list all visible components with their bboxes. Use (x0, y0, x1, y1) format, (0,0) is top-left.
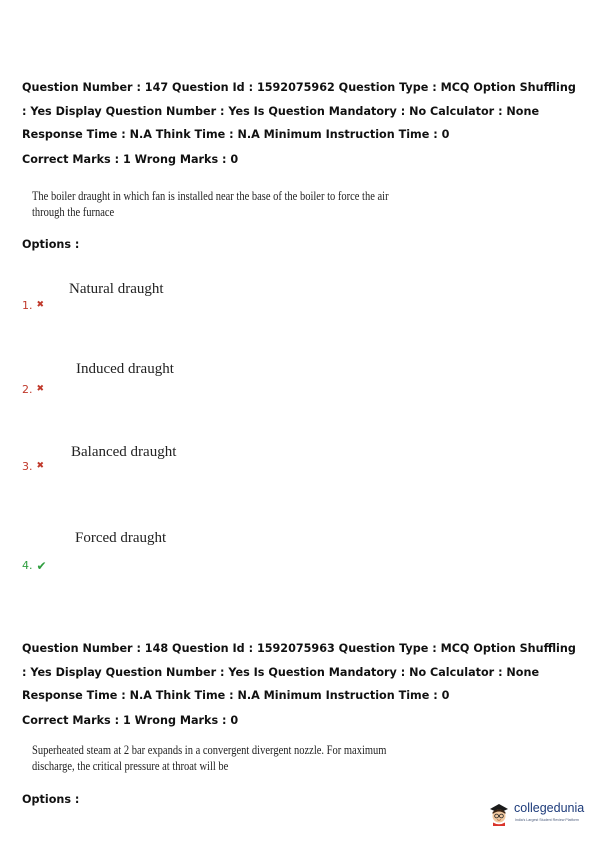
question-147-options-label: Options : (22, 238, 80, 251)
option-3-text: Balanced draught (71, 444, 177, 460)
question-148-text: Superheated steam at 2 bar expands in a convergent divergent nozzle. For maximum discharge, the critical pressure at throat will be (32, 743, 387, 773)
option-3-number (22, 460, 44, 473)
cross-icon: ✖ (36, 461, 45, 471)
option-1-text: Natural draught (69, 281, 164, 297)
option-4-label: 4. (22, 559, 33, 572)
option-3-label: 3. (22, 460, 33, 473)
question-147-marks: Correct Marks : 1 Wrong Marks : 0 (22, 153, 239, 166)
collegedunia-logo (488, 798, 590, 830)
option-1-label: 1. (22, 299, 33, 312)
option-2-text: Induced draught (76, 361, 174, 377)
logo-name: collegedunia (514, 801, 585, 815)
cross-icon: ✖ (36, 384, 45, 394)
option-4-text: Forced draught (75, 530, 167, 546)
check-icon: ✔ (36, 558, 47, 573)
question-147-text: The boiler draught in which fan is installed near the base of the boiler to force the air through the furnace (32, 189, 389, 219)
cross-icon: ✖ (36, 300, 45, 310)
question-148-meta: Question Number : 148 Question Id : 1592075963 Question Type : MCQ Option Shuffling : Yes Display Question Number : Yes Is Question Mandatory : No Calculator : None Response Time : N.A Think Time : N.A Minimum Instruction Time : 0 (22, 642, 576, 702)
logo-tagline: India's Largest Student Review Platform (515, 818, 579, 822)
question-147-meta: Question Number : 147 Question Id : 1592075962 Question Type : MCQ Option Shuffling : Yes Display Question Number : Yes Is Question Mandatory : No Calculator : None Response Time : N.A Think Time : N.A Minimum Instruction Time : 0 (22, 81, 576, 141)
option-4-number (22, 559, 47, 572)
option-2-label: 2. (22, 383, 33, 396)
question-148-options-label: Options : (22, 793, 80, 806)
option-1-number (22, 299, 44, 312)
option-2-number (22, 383, 44, 396)
question-148-marks: Correct Marks : 1 Wrong Marks : 0 (22, 714, 239, 727)
student-avatar-icon (488, 800, 510, 826)
